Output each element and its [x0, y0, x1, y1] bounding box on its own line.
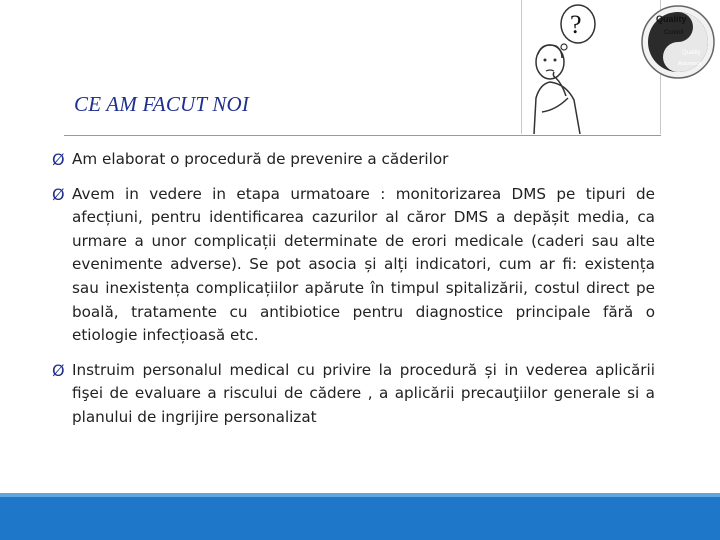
bullet-item [52, 183, 655, 348]
bullet-text: Avem in vedere in etapa urmatoare : monitorizarea DMS pe tipuri de afecțiuni, pentru identificarea cazurilor al căror DMS a depășit media, ca urmare a unor complicații determinate de erori medicale (caderi sau alte evenimente adverse). Se pot asocia și alți indicatori, cum ar fi: existența sau inexistența complicațiilor apărute în timpul spitalizării, costul direct pe boală, tratamente cu antibiotice pentru diagnostice principale fără o etiologie infecțioasă etc. [72, 184, 655, 345]
arrow-bullet-icon: Ø [52, 360, 65, 380]
bottom-accent-bar [0, 497, 720, 540]
title-divider [64, 135, 661, 136]
logo-text-assurance: Assurance [678, 61, 702, 67]
bullet-list [52, 148, 655, 430]
quality-assurance-logo [640, 2, 718, 86]
bullet-item [52, 359, 655, 430]
slide-title: CE AM FACUT NOI [74, 92, 250, 116]
question-mark: ? [570, 10, 582, 39]
bullet-item [52, 148, 655, 172]
logo-text-control: Control [664, 30, 684, 36]
bullet-text: Am elaborat o procedură de prevenire a căderilor [72, 150, 449, 168]
arrow-bullet-icon: Ø [52, 184, 65, 204]
bullet-text: Instruim personalul medical cu privire la procedură și in vederea aplicării fişei de evaluare a riscului de cădere , a aplicării precauţiilor generale si a planului de ingrijire personalizat [72, 360, 655, 426]
logo-text-quality-1: Quality [656, 14, 687, 24]
arrow-bullet-icon: Ø [52, 150, 65, 169]
logo-text-quality-2: Quality [682, 50, 701, 56]
